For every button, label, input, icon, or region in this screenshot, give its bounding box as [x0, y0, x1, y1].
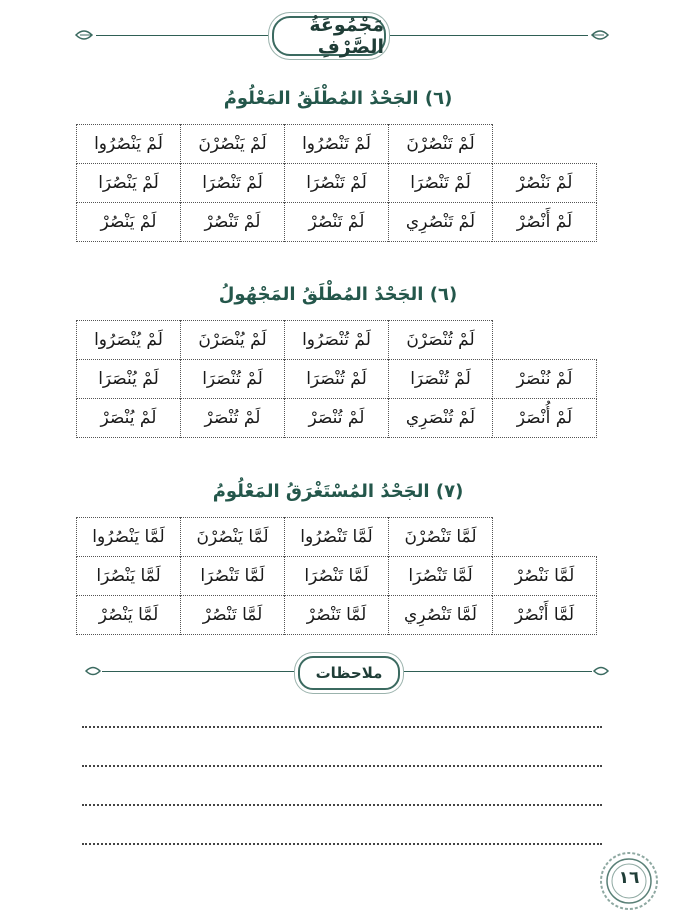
table-cell: لَمْ تَنْصُرُوا [285, 125, 389, 164]
table-cell: لَمْ تُنْصَرَا [181, 360, 285, 399]
table-cell: لَمْ تَنْصُرَا [285, 164, 389, 203]
table-row [77, 321, 597, 360]
table-cell: لَمْ يُنْصَرُوا [77, 321, 181, 360]
table-cell [493, 518, 597, 557]
section-title: (٧) الجَحْدُ المُسْتَغْرَقُ المَعْلُومُ [212, 481, 464, 502]
conjugation-table [76, 517, 597, 635]
table-cell: لَمَّا تَنْصُرْ [181, 596, 285, 635]
table-cell: لَمْ يُنْصَرَا [77, 360, 181, 399]
header-banner [74, 14, 610, 58]
table-cell: لَمَّا تَنْصُرُوا [285, 518, 389, 557]
table-cell: لَمْ تَنْصُرْ [181, 203, 285, 242]
table-row [77, 518, 597, 557]
book-title: مَجْمُوعَةُ الصَّرْفِ [272, 16, 386, 56]
table-cell: لَمْ يَنْصُرْ [77, 203, 181, 242]
table-cell: لَمْ تَنْصُرْنَ [389, 125, 493, 164]
table-cell: لَمْ تَنْصُرِي [389, 203, 493, 242]
table-row [77, 203, 597, 242]
table-cell: لَمَّا يَنْصُرَا [77, 557, 181, 596]
notes-banner [84, 654, 610, 690]
table-cell: لَمْ تُنْصَرُوا [285, 321, 389, 360]
table-cell: لَمْ يُنْصَرْ [77, 399, 181, 438]
table-cell: لَمَّا نَنْصُرْ [493, 557, 597, 596]
table-cell: لَمْ أَنْصُرْ [493, 203, 597, 242]
table-row [77, 399, 597, 438]
table-cell: لَمْ تُنْصَرْنَ [389, 321, 493, 360]
table-cell: لَمْ يُنْصَرْنَ [181, 321, 285, 360]
page-number: ١٦ [618, 868, 640, 888]
section-title: (٦) الجَحْدُ المُطْلَقُ المَجْهُولُ [218, 284, 458, 305]
table-cell: لَمَّا تَنْصُرَا [285, 557, 389, 596]
table-cell: لَمْ تَنْصُرَا [389, 164, 493, 203]
table-cell: لَمَّا يَنْصُرْنَ [181, 518, 285, 557]
conjugation-table [76, 124, 597, 242]
table-cell: لَمْ تُنْصَرْ [285, 399, 389, 438]
table-cell [493, 125, 597, 164]
table-cell: لَمْ أُنْصَرْ [493, 399, 597, 438]
table-cell: لَمْ تَنْصُرْ [285, 203, 389, 242]
leaf-ornament-icon [74, 27, 94, 43]
table-cell: لَمْ تُنْصَرَا [389, 360, 493, 399]
notes-line[interactable] [82, 765, 602, 767]
table-cell: لَمَّا تَنْصُرَا [389, 557, 493, 596]
leaf-ornament-icon [592, 664, 610, 678]
table-cell: لَمْ يَنْصُرُوا [77, 125, 181, 164]
conjugation-table [76, 320, 597, 438]
notes-title: ملاحظات [298, 656, 400, 690]
table-row [77, 164, 597, 203]
table-cell: لَمْ تُنْصَرِي [389, 399, 493, 438]
leaf-ornament-icon [590, 27, 610, 43]
table-cell: لَمْ نُنْصَرْ [493, 360, 597, 399]
table-row [77, 596, 597, 635]
table-cell: لَمَّا تَنْصُرْنَ [389, 518, 493, 557]
table-cell: لَمْ نَنْصُرْ [493, 164, 597, 203]
table-row [77, 360, 597, 399]
notes-line[interactable] [82, 804, 602, 806]
table-cell: لَمَّا تَنْصُرْ [285, 596, 389, 635]
table-row [77, 557, 597, 596]
notes-line[interactable] [82, 843, 602, 845]
table-cell: لَمَّا تَنْصُرَا [181, 557, 285, 596]
table-cell: لَمَّا يَنْصُرُوا [77, 518, 181, 557]
table-cell: لَمْ يَنْصُرَا [77, 164, 181, 203]
table-cell: لَمْ يَنْصُرْنَ [181, 125, 285, 164]
table-cell [493, 321, 597, 360]
table-cell: لَمْ تُنْصَرَا [285, 360, 389, 399]
table-cell: لَمْ تَنْصُرَا [181, 164, 285, 203]
leaf-ornament-icon [84, 664, 102, 678]
table-row [77, 125, 597, 164]
table-cell: لَمَّا يَنْصُرْ [77, 596, 181, 635]
section-title: (٦) الجَحْدُ المُطْلَقُ المَعْلُومُ [223, 88, 453, 109]
table-cell: لَمَّا أَنْصُرْ [493, 596, 597, 635]
table-cell: لَمْ تُنْصَرْ [181, 399, 285, 438]
notes-line[interactable] [82, 726, 602, 728]
table-cell: لَمَّا تَنْصُرِي [389, 596, 493, 635]
